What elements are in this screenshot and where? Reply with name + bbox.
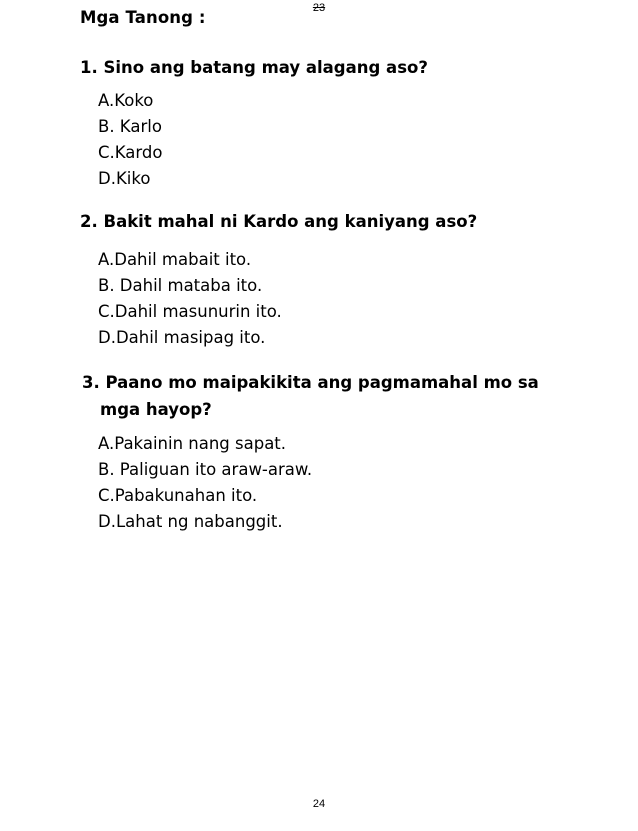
question-1: 1. Sino ang batang may alagang aso? — [80, 58, 428, 77]
choice-item: C.Dahil masunurin ito. — [98, 302, 282, 321]
page-number-bottom: 24 — [312, 798, 326, 810]
question-3-choices — [98, 431, 312, 535]
choice-item: A.Dahil mabait ito. — [98, 250, 252, 269]
choice-item: A.Pakainin nang sapat. — [98, 434, 287, 453]
choice-item: D.Lahat ng nabanggit. — [98, 512, 283, 531]
choice-item: B. Karlo — [98, 117, 162, 136]
question-3-line-1: 3. Paano mo maipakikita ang pagmamahal mo sa — [82, 373, 539, 392]
section-heading: Mga Tanong : — [80, 8, 206, 27]
choice-item: D.Kiko — [98, 169, 151, 188]
question-1-choices — [98, 88, 162, 192]
choice-item: D.Dahil masipag ito. — [98, 328, 266, 347]
question-3-line-2: mga hayop? — [100, 400, 212, 419]
choice-item: C.Pabakunahan ito. — [98, 486, 258, 505]
choice-item: C.Kardo — [98, 143, 163, 162]
choice-item: B. Paliguan ito araw-araw. — [98, 460, 313, 479]
question-2: 2. Bakit mahal ni Kardo ang kaniyang aso? — [80, 212, 478, 231]
choice-item: B. Dahil mataba ito. — [98, 276, 263, 295]
choice-item: A.Koko — [98, 91, 154, 110]
page-number-top: 23 — [312, 2, 326, 14]
question-2-choices — [98, 247, 282, 351]
question-3 — [82, 369, 539, 423]
